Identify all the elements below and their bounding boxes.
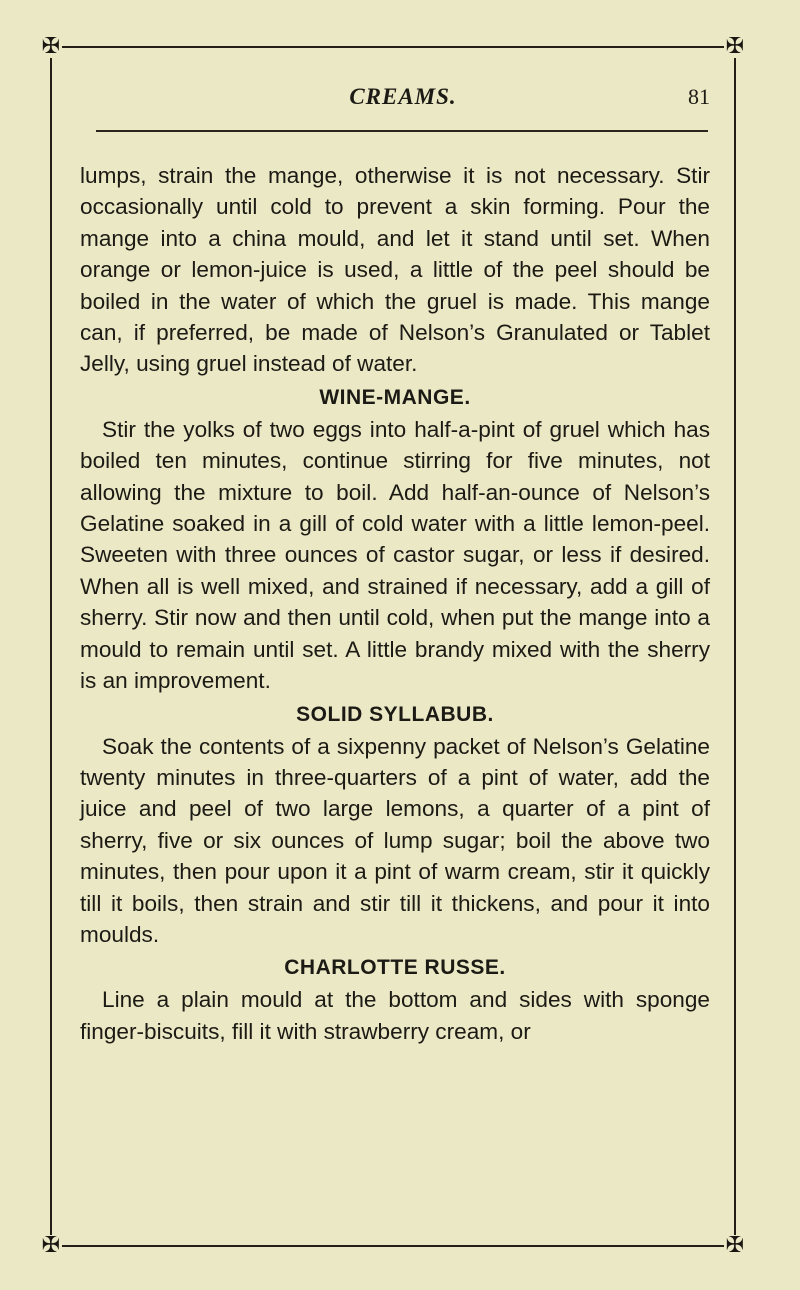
section-heading-solid-syllabub: SOLID SYLLABUB. [296,702,494,726]
section-heading-wine-mange: WINE-MANGE. [319,385,471,409]
maltese-cross-icon: ✠ [41,1233,61,1258]
section-text-solid-syllabub: Soak the contents of a sixpenny packet of Nelson’s Gelatine twenty minutes in three-quarters of a pint of water, add the juice and peel of two large lemons, a quarter of a pint of sherry, five or six ounces of lump sugar; boil the above two minutes, then pour upon it a pint of warm cream, stir it quickly till it boils, then strain and stir till it thickens, and pour it into moulds. [80,733,710,947]
page-body [80,160,710,1047]
border-left-rule [50,46,52,1247]
maltese-cross-icon: ✠ [725,34,745,59]
border-bottom-rule [44,1245,740,1247]
border-right-rule [734,46,736,1247]
maltese-cross-icon: ✠ [41,34,61,59]
page-title: CREAMS. [349,84,457,109]
page-number: 81 [688,84,710,109]
running-head [96,82,710,116]
maltese-cross-icon: ✠ [725,1233,745,1258]
intro-paragraph: lumps, strain the mange, otherwise it is not necessary. Stir occasionally until cold to prevent a skin forming. Pour the mange into a china mould, and let it stand until set. When orange or lemon-juice is used, a little of the peel should be boiled in the water of which the gruel is made. This mange can, if preferred, be made of Nelson’s Granulated or Tablet Jelly, using gruel instead of water. [80,163,710,377]
header-rule [96,130,708,132]
section-heading-charlotte-russe: CHARLOTTE RUSSE. [284,956,506,980]
section-text-charlotte-russe: Line a plain mould at the bottom and sides with sponge finger-biscuits, fill it with strawberry cream, or [80,987,710,1044]
section-text-wine-mange: Stir the yolks of two eggs into half-a-pint of gruel which has boiled ten minutes, continue stirring for five minutes, not allowing the mixture to boil. Add half-an-ounce of Nelson’s Gelatine soaked in a gill of cold water with a little lemon-peel. Sweeten with three ounces of castor sugar, or less if desired. When all is well mixed, and strained if necessary, add a gill of sherry. Stir now and then until cold, when put the mange into a mould to remain until set. A little brandy mixed with the sherry is an improvement. [80,416,710,694]
border-top-rule [44,46,740,48]
